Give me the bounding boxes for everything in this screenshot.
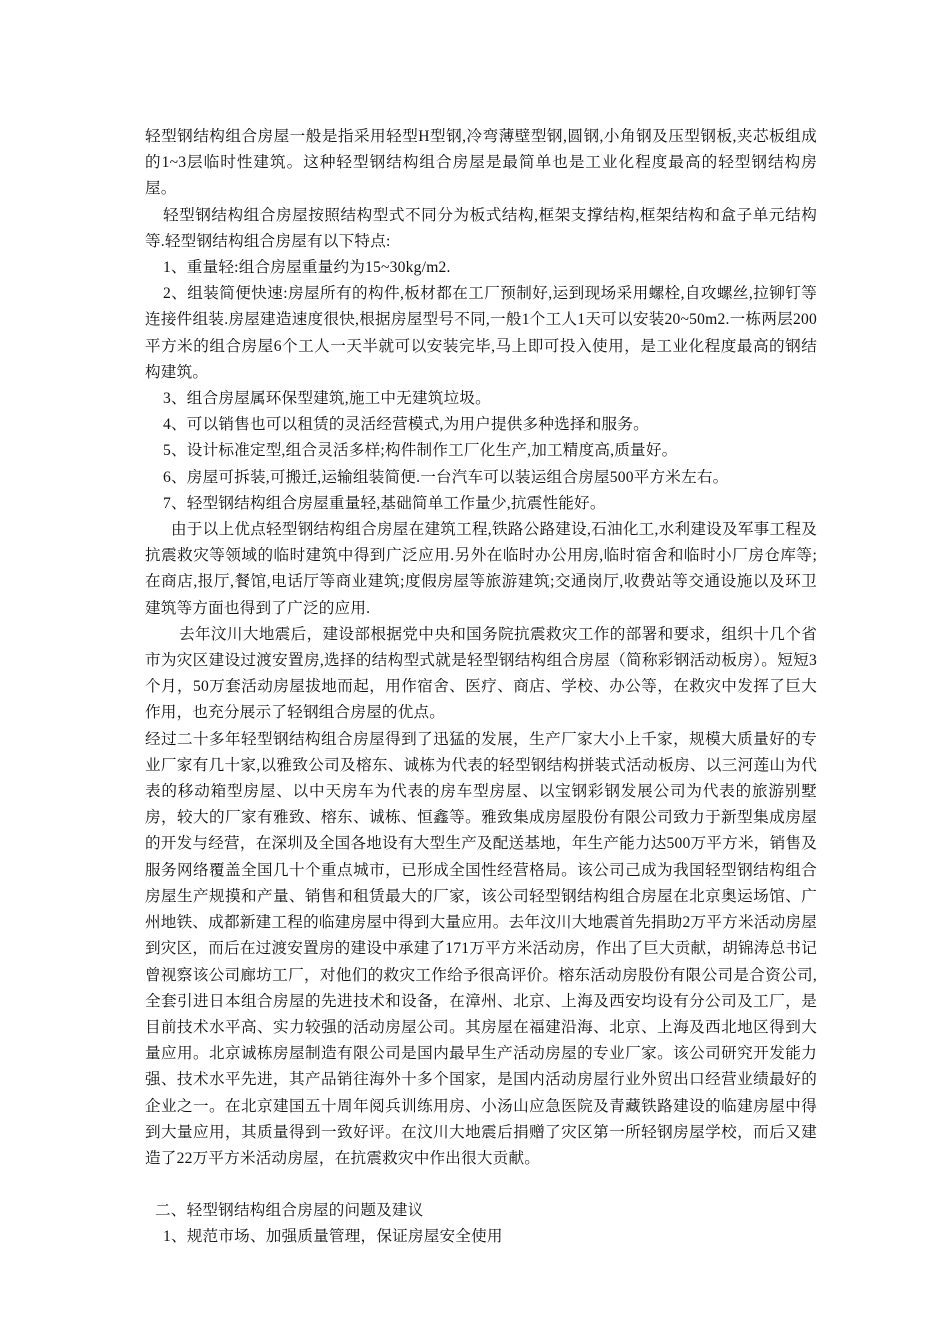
feature-item-7: 7、轻型钢结构组合房屋重量轻,基础简单工作量少,抗震性能好。 xyxy=(163,494,606,512)
section-heading: 二、轻型钢结构组合房屋的问题及建议 xyxy=(155,1202,424,1220)
feature-item-6: 6、房屋可拆装,可搬迁,运输组装简便.一台汽车可以装运组合房屋500平方米左右。 xyxy=(163,468,729,486)
blank-line xyxy=(145,1172,817,1198)
feature-item-1: 1、重量轻:组合房屋重量约为15~30kg/m2. xyxy=(163,259,451,277)
structure-types-paragraph: 轻型钢结构组合房屋按照结构型式不同分为板式结构,框架支撑结构,框架结构和盒子单元结构等.轻型钢结构组合房屋有以下特点: xyxy=(145,206,817,250)
earthquake-paragraph: 去年汶川大地震后，建设部根据党中央和国务院抗震救灾工作的部署和要求，组织十几个省市为灾区建设过渡安置房,选择的结构型式就是轻型钢结构组合房屋（简称彩钢活动板房）。短短3个月，50万套活动房屋拔地而起，用作宿舍、医疗、商店、学校、办公等，在救灾中发挥了巨大作用，也充分展示了轻钢组合房屋的优点。 xyxy=(145,625,817,722)
intro-paragraph: 轻型钢结构组合房屋一般是指采用轻型H型钢,冷弯薄壁型钢,圆钢,小角钢及压型钢板,夹芯板组成的1~3层临时性建筑。这种轻型钢结构组合房屋是最简单也是工业化程度最高的轻型钢结构房屋。 xyxy=(145,128,817,198)
industry-paragraph: 经过二十多年轻型钢结构组合房屋得到了迅猛的发展，生产厂家大小上千家，规模大质量好的专业厂家有几十家,以雅致公司及榕东、诚栋为代表的轻型钢结构拼装式活动板房、以三河莲山为代表的移动箱型房屋、以中天房车为代表的房车型房屋、以宝钢彩钢发展公司为代表的旅游别墅房，较大的厂家有雅致、榕东、诚栋、恒鑫等。雅致集成房屋股份有限公司致力于新型集成房屋的开发与经营，在深圳及全国各地设有大型生产及配送基地，年生产能力达500万平方米，销售及服务网络覆盖全国几十个重点城市，已形成全国性经营格局。该公司己成为我国轻型钢结构组合房屋生产规摸和产量、销售和租赁最大的厂家，该公司轻型钢结构组合房屋在北京奥运场馆、广州地铁、成都新建工程的临建房屋中得到大量应用。去年汶川大地震首先捐助2万平方米活动房屋到灾区，而后在过渡安置房的建设中承建了171万平方米活动房，作出了巨大贡献，胡锦涛总书记曾视察该公司廊坊工厂，对他们的救灾工作给予很高评价。榕东活动房股份有限公司是合资公司,全套引进日本组合房屋的先进技术和设备，在漳州、北京、上海及西安均设有分公司及工厂，是目前技术水平高、实力较强的活动房屋公司。其房屋在福建沿海、北京、上海及西北地区得到大量应用。北京诚栋房屋制造有限公司是国内最早生产活动房屋的专业厂家。该公司研究开发能力强、技术水平先进，其产品销往海外十多个国家，是国内活动房屋行业外贸出口经营业绩最好的企业之一。在北京建国五十周年阅兵训练用房、小汤山应急医院及青藏铁路建设的临建房屋中得到大量应用，其质量得到一致好评。在汶川大地震后捐赠了灾区第一所轻钢房屋学校，而后又建造了22万平方米活动房屋，在抗震救灾中作出很大贡献。 xyxy=(145,730,817,1167)
applications-paragraph: 由于以上优点轻型钢结构组合房屋在建筑工程,铁路公路建设,石油化工,水利建设及军事工程及抗震救灾等领域的临时建筑中得到广泛应用.另外在临时办公用房,临时宿舍和临时小厂房仓库等;在商店,报厅,餐馆,电话厅等商业建筑;度假房屋等旅游建筑;交通岗厅,收费站等交通设施以及环卫建筑等方面也得到了广泛的应用. xyxy=(145,521,817,617)
section-sub-item: 1、规范市场、加强质量管理，保证房屋安全使用 xyxy=(163,1228,503,1246)
feature-item-2: 2、组装简便快速:房屋所有的构件,板材都在工厂预制好,运到现场采用螺栓,自攻螺丝,拉铆钉等连接件组装.房屋建造速度很快,根据房屋型号不同,一般1个工人1天可以安装20~50m2.一栋两层200平方米的组合房屋6个工人一天半就可以安装完毕,马上即可投入使用，是工业化程度最高的钢结构建筑。 xyxy=(145,285,817,381)
feature-item-5: 5、设计标准定型,组合灵活多样;构件制作工厂化生产,加工精度高,质量好。 xyxy=(163,442,678,460)
feature-item-3: 3、组合房屋属环保型建筑,施工中无建筑垃圾。 xyxy=(163,390,491,408)
feature-item-4: 4、可以销售也可以租赁的灵活经营模式,为用户提供多种选择和服务。 xyxy=(163,416,649,434)
document-body xyxy=(145,124,817,1251)
